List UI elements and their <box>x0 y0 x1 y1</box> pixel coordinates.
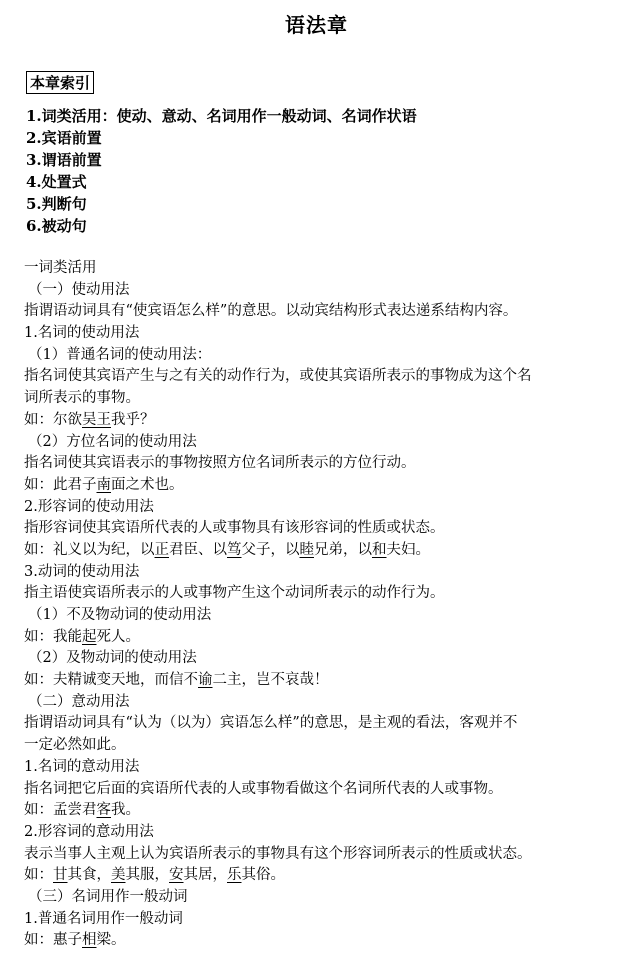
chapter-index-item <box>26 171 417 193</box>
example-text: 二主，岂不哀哉！ <box>212 672 329 689</box>
underlined-word: 谕 <box>198 672 213 689</box>
text-line: （三）名词用作一般动词 <box>28 888 188 905</box>
underlined-word: 美 <box>111 867 126 884</box>
example-text: 其居， <box>183 867 227 884</box>
underlined-word: 相 <box>82 932 97 949</box>
underlined-word: 睦 <box>299 541 314 558</box>
underlined-word: 起 <box>82 628 97 645</box>
text-line: 指名词使其宾语表示的事物按照方位名词所表示的方位行动。 <box>24 455 416 472</box>
example-text: 其服， <box>125 867 169 884</box>
example-line <box>24 930 614 952</box>
example-line <box>24 800 614 822</box>
example-text: 如：惠子 <box>24 932 82 949</box>
chapter-index-number: 2. <box>26 129 42 147</box>
underlined-word: 客 <box>96 802 111 819</box>
text-line: （二）意动用法 <box>28 693 130 710</box>
text-line: （一）使动用法 <box>28 281 130 298</box>
text-line: 指名词把它后面的宾语所代表的人或事物看做这个名词所代表的人或事物。 <box>24 780 503 797</box>
chapter-index-list <box>26 105 417 237</box>
example-text: 如： <box>24 867 53 884</box>
page-title: 语法章 <box>285 13 348 37</box>
chapter-index-number: 4. <box>26 173 42 191</box>
example-line <box>24 475 614 497</box>
example-text: 如：此君子 <box>24 476 97 493</box>
chapter-index-item <box>26 193 417 215</box>
text-line: 1.名词的使动用法 <box>24 325 140 342</box>
text-line: （2）方位名词的使动用法 <box>28 433 197 450</box>
example-text: 我。 <box>111 802 140 819</box>
example-text: 如：孟尝君 <box>24 802 97 819</box>
example-text: 其俗。 <box>241 867 285 884</box>
underlined-word: 正 <box>154 541 169 558</box>
text-line: 表示当事人主观上认为宾语所表示的事物具有这个形容词所表示的性质或状态。 <box>24 845 532 862</box>
text-line: 一定必然如此。 <box>24 737 126 754</box>
chapter-index-item <box>26 149 417 171</box>
chapter-index-number: 1. <box>26 107 42 125</box>
chapter-index-item <box>26 105 417 127</box>
example-text: 如：我能 <box>24 628 82 645</box>
underlined-word: 安 <box>169 867 184 884</box>
example-text: 其食， <box>67 867 111 884</box>
underlined-word: 南 <box>96 476 111 493</box>
example-text: 面之术也。 <box>111 476 184 493</box>
example-text: 如：尔欲 <box>24 411 82 428</box>
example-text: 梁。 <box>96 932 126 949</box>
chapter-index-text: 被动句 <box>41 217 87 235</box>
example-text: 死人。 <box>96 628 140 645</box>
chapter-index-item <box>26 215 417 237</box>
chapter-index-text: 处置式 <box>41 173 87 191</box>
example-line <box>24 670 614 692</box>
chapter-index-number: 5. <box>26 195 42 213</box>
chapter-index-text: 判断句 <box>41 195 87 213</box>
text-line: 指名词使其宾语产生与之有关的动作行为，或使其宾语所表示的事物成为这个名 <box>24 368 532 385</box>
chapter-index-number: 6. <box>26 217 42 235</box>
text-line: 2.形容词的意动用法 <box>24 823 154 840</box>
text-line: 词所表示的事物。 <box>24 390 140 407</box>
underlined-word: 和 <box>372 541 387 558</box>
text-line: 1.名词的意动用法 <box>24 758 140 775</box>
chapter-index-text: 词类活用：使动、意动、名词用作一般动词、名词作状语 <box>41 107 417 125</box>
example-text: 君臣、以 <box>169 541 227 558</box>
text-line: 指谓语动词具有“使宾语怎么样”的意思。以动宾结构形式表达递系结构内容。 <box>24 303 518 320</box>
chapter-index-label: 本章索引 <box>26 71 94 94</box>
text-line: 指形容词使其宾语所代表的人或事物具有该形容词的性质或状态。 <box>24 520 445 537</box>
chapter-index-item <box>26 127 417 149</box>
example-text: 父子，以 <box>241 541 300 558</box>
example-line <box>24 627 614 649</box>
underlined-word: 甘 <box>53 867 68 884</box>
text-line: 指主语使宾语所表示的人或事物产生这个动词所表示的动作行为。 <box>24 585 445 602</box>
example-text: 我乎？ <box>111 411 155 428</box>
example-text: 夫妇。 <box>386 541 430 558</box>
chapter-index-number: 3. <box>26 151 42 169</box>
text-line: （2）及物动词的使动用法 <box>28 650 197 667</box>
example-text: 如：礼义以为纪，以 <box>24 541 155 558</box>
text-line: 3.动词的使动用法 <box>24 563 140 580</box>
text-line: 指谓语动词具有“认为（以为）宾语怎么样”的意思，是主观的看法，客观并不 <box>24 715 518 732</box>
document-body <box>24 258 614 952</box>
text-line: 一词类活用 <box>24 260 97 276</box>
example-line <box>24 865 614 887</box>
example-text: 兄弟，以 <box>314 541 372 558</box>
text-line: 2.形容词的使动用法 <box>24 498 154 515</box>
example-text: 如：夫精诚变天地，而信不 <box>24 672 198 689</box>
example-line <box>24 410 614 432</box>
underlined-word: 乐 <box>227 867 242 884</box>
text-line: （1）普通名词的使动用法： <box>28 346 212 363</box>
text-line: （1）不及物动词的使动用法 <box>28 607 212 623</box>
text-line: 1.普通名词用作一般动词 <box>24 910 183 927</box>
underlined-word: 吴王 <box>82 411 111 428</box>
chapter-index-text: 宾语前置 <box>41 129 102 147</box>
example-line <box>24 540 614 562</box>
underlined-word: 笃 <box>227 541 242 558</box>
chapter-index-text: 谓语前置 <box>41 151 102 169</box>
